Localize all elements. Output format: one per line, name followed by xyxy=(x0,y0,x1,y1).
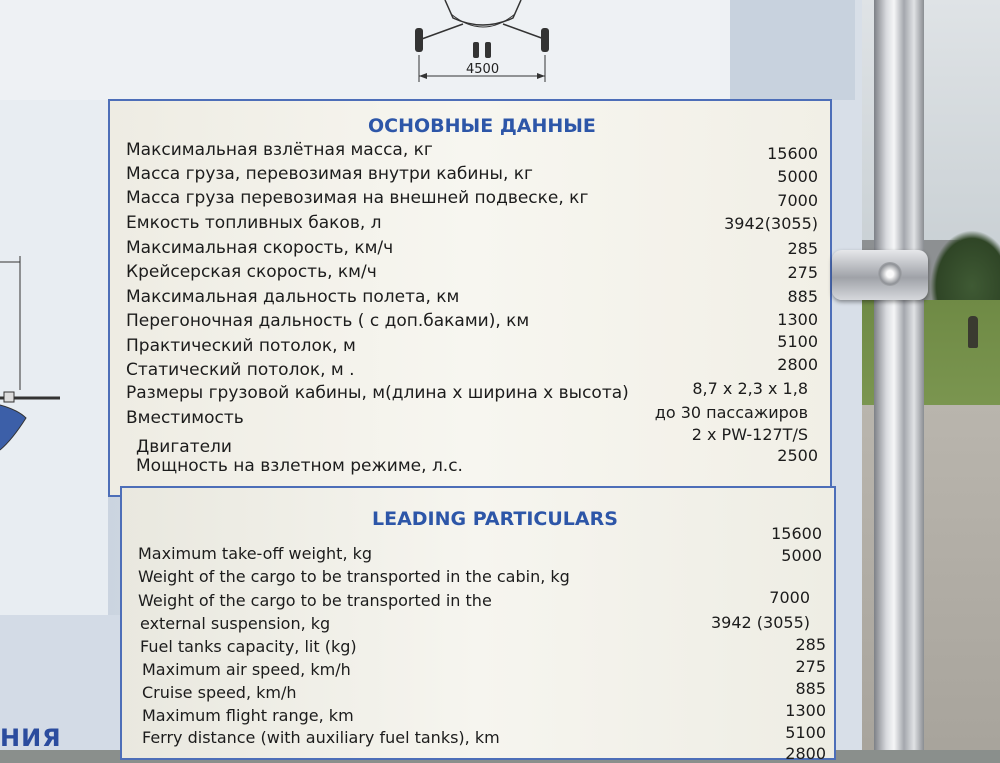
ru-row-value: 8,7 х 2,3 х 1,8 xyxy=(692,379,808,398)
ru-row-value: 5000 xyxy=(777,167,818,186)
ru-row-label: Двигатели xyxy=(136,437,232,457)
ru-row-value: 2 х PW-127T/S xyxy=(691,425,808,444)
ru-row-label: Вместимость xyxy=(126,408,244,428)
en-row-value: 5000 xyxy=(781,546,822,565)
en-row-label: Fuel tanks capacity, lit (kg) xyxy=(140,637,357,656)
en-row-value: 275 xyxy=(795,657,826,676)
en-row-value: 5100 xyxy=(785,723,826,742)
en-row-label: Maximum air speed, km/h xyxy=(142,660,351,679)
ru-row-label: Практический потолок, м xyxy=(126,336,356,356)
pavement xyxy=(850,405,1000,750)
en-row-value: 2800 xyxy=(785,744,826,763)
ru-row-label: Перегоночная дальность ( с доп.баками), км xyxy=(126,311,530,331)
ru-row-label: Максимальная скорость, км/ч xyxy=(126,238,394,258)
ru-row-value: 2500 xyxy=(777,446,818,465)
en-row-value: 285 xyxy=(795,635,826,654)
ru-row-label: Максимальная взлётная масса, кг xyxy=(126,140,433,160)
english-specs-panel xyxy=(120,486,836,763)
ru-row-value: 885 xyxy=(787,287,818,306)
person-silhouette xyxy=(968,316,978,348)
en-row-label: Maximum take-off weight, kg xyxy=(138,544,373,563)
ru-row-value: 7000 xyxy=(777,191,818,210)
metal-post xyxy=(874,0,924,750)
english-specs-title: LEADING PARTICULARS xyxy=(372,508,618,530)
dimension-label: 4500 xyxy=(466,62,500,77)
en-row-value: 7000 xyxy=(769,588,810,607)
board-top-area xyxy=(0,0,730,100)
ru-row-label: Масса груза перевозимая на внешней подвеске, кг xyxy=(126,188,589,208)
grass-field xyxy=(850,300,1000,410)
en-row-label: Ferry distance (with auxiliary fuel tanks), km xyxy=(142,728,500,747)
ru-row-label: Мощность на взлетном режиме, л.с. xyxy=(136,456,463,476)
en-row-value: 1300 xyxy=(785,701,826,720)
ru-row-label: Масса груза, перевозимая внутри кабины, кг xyxy=(126,164,533,184)
ru-row-value: 3942(3055) xyxy=(724,214,818,233)
en-row-label: Cruise speed, km/h xyxy=(142,683,297,702)
ru-row-value: 2800 xyxy=(777,355,818,374)
ru-row-value: до 30 пассажиров xyxy=(654,403,808,422)
board-blue-edge xyxy=(730,0,855,100)
trees xyxy=(930,230,1000,310)
sky xyxy=(850,0,1000,260)
helicopter-side-drawing xyxy=(0,240,70,500)
en-row-label: external suspension, kg xyxy=(140,614,331,633)
en-row-value: 885 xyxy=(795,679,826,698)
ru-row-label: Статический потолок, м . xyxy=(126,360,355,380)
ru-row-value: 275 xyxy=(787,263,818,282)
en-row-value: 15600 xyxy=(771,524,822,543)
ru-row-value: 15600 xyxy=(767,144,818,163)
ru-row-label: Крейсерская скорость, км/ч xyxy=(126,262,377,282)
en-row-value: 3942 (3055) xyxy=(710,613,810,632)
ru-row-label: Емкость топливных баков, л xyxy=(126,213,382,233)
russian-specs-panel xyxy=(108,99,832,497)
ru-row-label: Максимальная дальность полета, км xyxy=(126,287,460,307)
ru-row-value: 1300 xyxy=(777,310,818,329)
clamp-bolt xyxy=(878,262,902,286)
en-row-label: Weight of the cargo to be transported in the cabin, kg xyxy=(138,567,570,586)
russian-specs-title: ОСНОВНЫЕ ДАННЫЕ xyxy=(368,115,596,137)
ru-row-value: 285 xyxy=(787,239,818,258)
en-row-label: Weight of the cargo to be transported in the xyxy=(138,591,492,610)
en-row-label: Maximum flight range, km xyxy=(142,706,354,725)
ru-row-label: Размеры грузовой кабины, м(длина х ширина х высота) xyxy=(126,383,629,403)
ru-row-value: 5100 xyxy=(777,332,818,351)
lower-heading-fragment: НИЯ xyxy=(0,724,62,752)
